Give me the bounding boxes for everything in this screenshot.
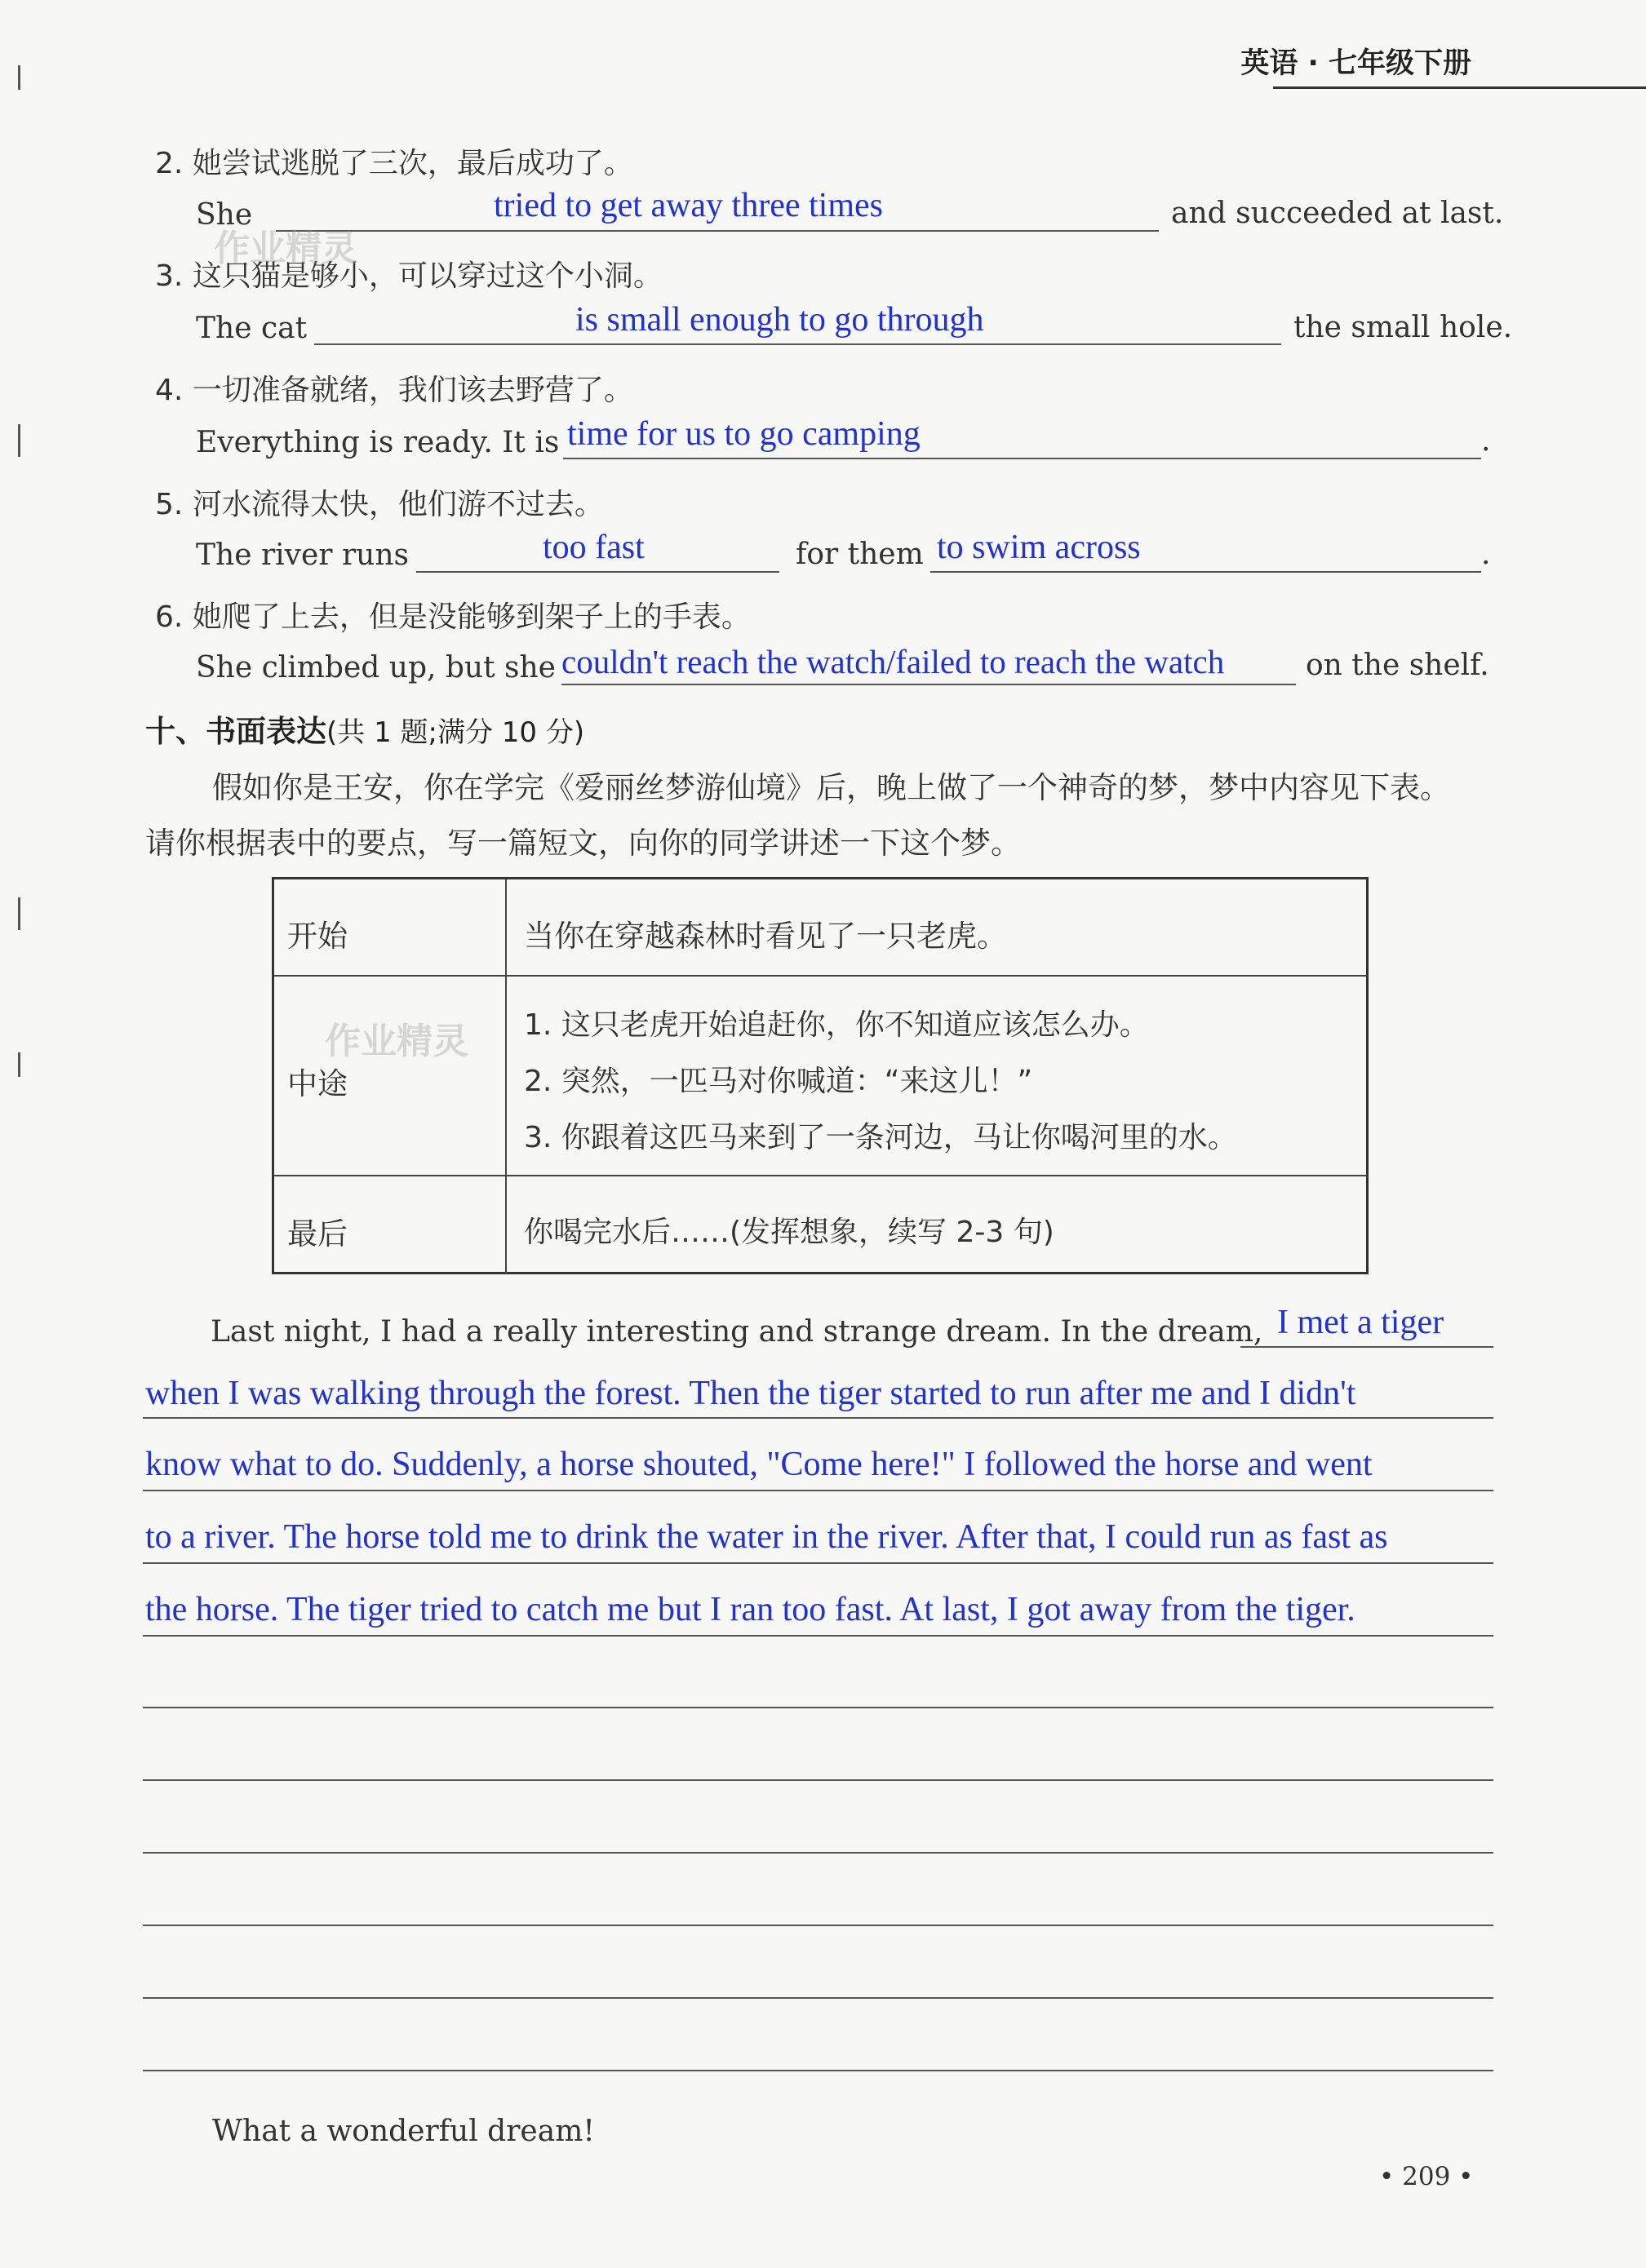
section-prompt-line2: 请你根据表中的要点，写一篇短文，向你的同学讲述一下这个梦。 (145, 826, 1021, 861)
table-row-content-middle-2: 2. 突然，一匹马对你喊道：“来这儿！” (524, 1065, 1033, 1098)
item-3-chinese: 3. 这只猫是够小，可以穿过这个小洞。 (155, 259, 663, 293)
page-header-title: 英语 · 七年级下册 (1240, 47, 1471, 80)
table-column-divider (505, 879, 507, 1274)
item-2-prefix: She (196, 198, 253, 232)
essay-blank-line (143, 1779, 1493, 1781)
header-rule (1273, 86, 1646, 89)
watermark: 作业精灵 (214, 228, 357, 269)
essay-line (1240, 1346, 1493, 1348)
essay-answer-line-1: when I was walking through the forest. Then the tiger started to run after me and I didn't (145, 1375, 1356, 1412)
item-4-suffix: . (1481, 424, 1491, 458)
section-title: 十、书面表达(共 1 题;满分 10 分) (145, 714, 585, 749)
item-4-prefix: Everything is ready. It is (196, 426, 560, 459)
item-3-answer: is small enough to go through (575, 301, 984, 339)
essay-answer-line-2: know what to do. Suddenly, a horse shouted, "Come here!" I followed the horse and went (145, 1446, 1373, 1483)
margin-mark (18, 897, 20, 930)
essay-blank-line (143, 1925, 1493, 1926)
item-5-blank-2 (930, 571, 1481, 573)
item-3-blank (314, 343, 1281, 345)
table-row-content-end: 你喝完水后……(发挥想象，续写 2-3 句) (524, 1216, 1054, 1249)
table-row-label-end: 最后 (287, 1216, 348, 1251)
item-5-suffix: . (1481, 538, 1491, 571)
table-row-content-start: 当你在穿越森林时看见了一只老虎。 (524, 919, 1007, 954)
essay-blank-line (143, 2070, 1493, 2071)
essay-line (143, 1562, 1493, 1564)
margin-mark (18, 65, 20, 90)
item-3-prefix: The cat (196, 312, 308, 345)
margin-mark (18, 1052, 20, 1077)
section-prompt-line1: 假如你是王安，你在学完《爱丽丝梦游仙境》后，晚上做了一个神奇的梦，梦中内容见下表。 (212, 770, 1450, 805)
table-row-label-start: 开始 (287, 919, 348, 954)
item-5-prefix: The river runs (196, 538, 410, 572)
item-5-chinese: 5. 河水流得太快，他们游不过去。 (155, 488, 604, 521)
item-3-suffix: the small hole. (1293, 311, 1513, 344)
item-5-middle: for them (796, 538, 924, 571)
item-6-suffix: on the shelf. (1306, 649, 1489, 682)
item-4-chinese: 4. 一切准备就绪，我们该去野营了。 (155, 374, 633, 407)
essay-closing: What a wonderful dream! (212, 2115, 595, 2148)
essay-line (143, 1417, 1493, 1419)
item-4-blank (563, 458, 1481, 459)
item-6-answer: couldn't reach the watch/failed to reach the watch (561, 643, 1225, 680)
margin-mark (18, 424, 20, 457)
item-2-chinese: 2. 她尝试逃脱了三次，最后成功了。 (155, 147, 633, 180)
table-row-divider (273, 1175, 1367, 1176)
item-4-answer: time for us to go camping (567, 415, 921, 453)
essay-line (143, 1490, 1493, 1491)
essay-blank-line (143, 1852, 1493, 1854)
page-number: • 209 • (1379, 2162, 1474, 2191)
table-row-content-middle-3: 3. 你跟着这匹马来到了一条河边，马让你喝河里的水。 (524, 1121, 1237, 1154)
essay-opening: Last night, I had a really interesting and strange dream. In the dream, (211, 1315, 1263, 1349)
item-6-blank (561, 684, 1296, 685)
table-row-content-middle-1: 1. 这只老虎开始追赶你，你不知道应该怎么办。 (524, 1008, 1149, 1042)
essay-blank-line (143, 1997, 1493, 1999)
table-row-divider (273, 975, 1367, 977)
item-5-answer: too fast (543, 529, 645, 566)
item-6-prefix: She climbed up, but she (196, 651, 556, 684)
table-row-label-middle: 中途 (287, 1066, 348, 1101)
item-6-chinese: 6. 她爬了上去，但是没能够到架子上的手表。 (155, 600, 751, 634)
essay-answer-first: I met a tiger (1277, 1304, 1444, 1341)
item-5-answer-2: to swim across (937, 529, 1141, 566)
essay-answer-line-4: the horse. The tiger tried to catch me but I ran too fast. At last, I got away from the tiger. (145, 1591, 1355, 1628)
essay-blank-line (143, 1707, 1493, 1708)
essay-answer-line-3: to a river. The horse told me to drink the water in the river. After that, I could run as fast as (145, 1518, 1388, 1556)
watermark: 作业精灵 (325, 1021, 468, 1062)
item-2-suffix: and succeeded at last. (1171, 197, 1504, 230)
item-2-blank (276, 230, 1159, 232)
item-5-blank-1 (416, 571, 779, 573)
item-2-answer: tried to get away three times (494, 187, 883, 224)
essay-line (143, 1635, 1493, 1637)
